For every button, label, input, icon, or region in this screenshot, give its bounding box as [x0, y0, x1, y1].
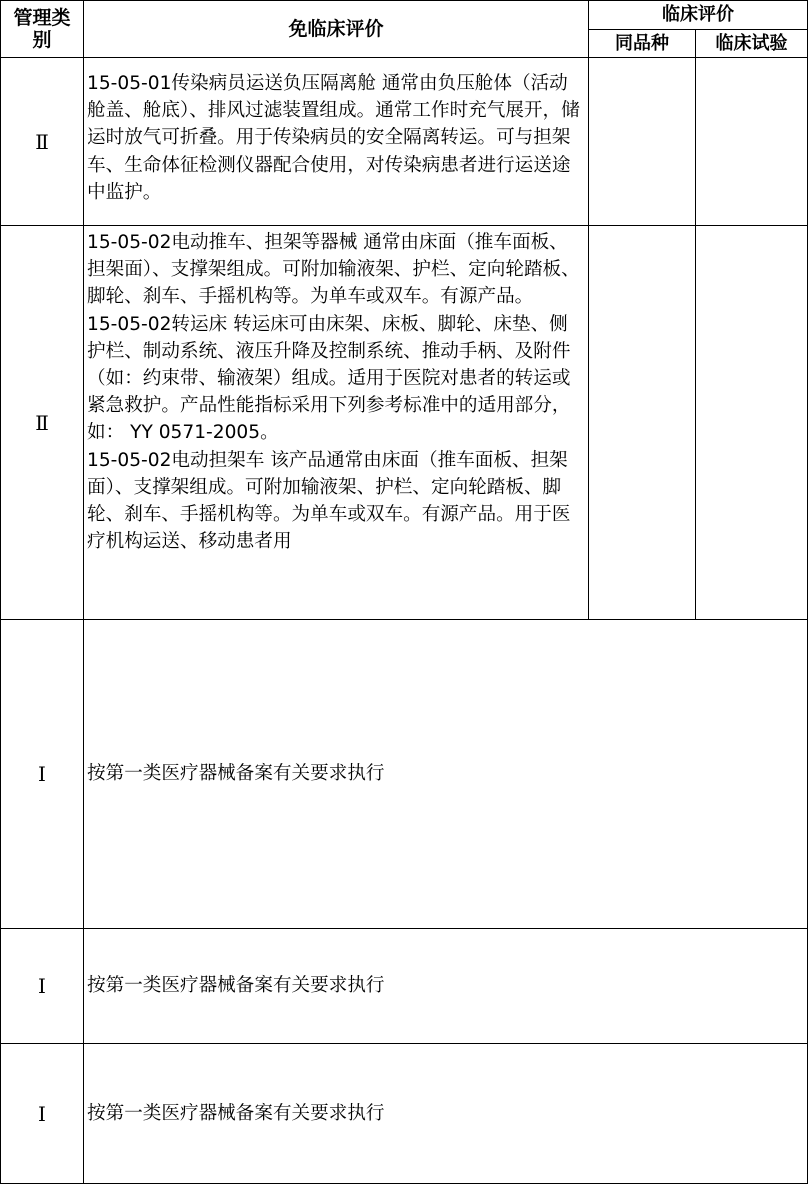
clinical-trial-cell: [696, 226, 808, 620]
category-value: Ⅰ: [38, 1101, 46, 1126]
description-paragraph: 15-05-02电动担架车 该产品通常由床面（推车面板、担架面）、支撑架组成。可附加输液架、护栏、定向轮踏板、脚轮、刹车、手摇机构等。为单车或双车。有源产品。用于医疗机构运送、移动患者用: [87, 449, 571, 553]
description-text: 按第一类医疗器械备案有关要求执行: [87, 763, 385, 785]
category-value: Ⅱ: [35, 129, 49, 154]
clinical-trial-cell: [696, 58, 808, 226]
header-clinical-trial-label: 临床试验: [715, 32, 788, 54]
description-text: 按第一类医疗器械备案有关要求执行: [87, 975, 385, 997]
table-row-description: [84, 620, 808, 929]
description-paragraph: 15-05-02电动推车、担架等器械 通常由床面（推车面板、担架面）、支撑架组成。可附加输液架、护栏、定向轮踏板、脚轮、刹车、手摇机构等。为单车或双车。有源产品。: [87, 232, 580, 308]
table-row-description: [84, 226, 589, 620]
table-row-category: [0, 620, 84, 929]
header-same-variety: [589, 30, 696, 58]
header-clinical: [589, 0, 808, 30]
same-variety-cell: [589, 58, 696, 226]
description-paragraph: 15-05-01传染病员运送负压隔离舱 通常由负压舱体（活动舱盖、舱底）、排风过滤装置组成。通常工作时充气展开，储运时放气可折叠。用于传染病员的安全隔离转运。可与担架车、生命体征检测仪器配合使用，对传染病患者进行运送途中监护。: [87, 73, 580, 203]
header-category-label: 管理类别: [13, 7, 71, 51]
description-paragraph: 15-05-02转运床 转运床可由床架、床板、脚轮、床垫、侧护栏、制动系统、液压升降及控制系统、推动手柄、及附件（如：约束带、输液架）组成。适用于医院对患者的转运或紧急救护。产品性能指标采用下列参考标准中的适用部分，如： YY 0571-2005。: [87, 313, 571, 444]
description-text: 按第一类医疗器械备案有关要求执行: [87, 1102, 385, 1124]
table-row-category: [0, 58, 84, 226]
table-row-description: [84, 1044, 808, 1184]
table-row-description: [84, 58, 589, 226]
category-value: Ⅰ: [38, 974, 46, 998]
same-variety-cell: [589, 226, 696, 620]
table-row-category: [0, 1044, 84, 1184]
category-value: Ⅱ: [35, 410, 49, 435]
table-row-category: [0, 226, 84, 620]
header-clinical-label: 临床评价: [662, 4, 734, 25]
header-exempt-label: 免临床评价: [288, 18, 384, 40]
table-row-description: [84, 929, 808, 1044]
category-value: Ⅰ: [38, 762, 46, 786]
header-exempt: [84, 0, 589, 58]
table-row-category: [0, 929, 84, 1044]
header-clinical-trial: [696, 30, 808, 58]
header-same-variety-label: 同品种: [615, 32, 669, 54]
header-category: [0, 0, 84, 58]
